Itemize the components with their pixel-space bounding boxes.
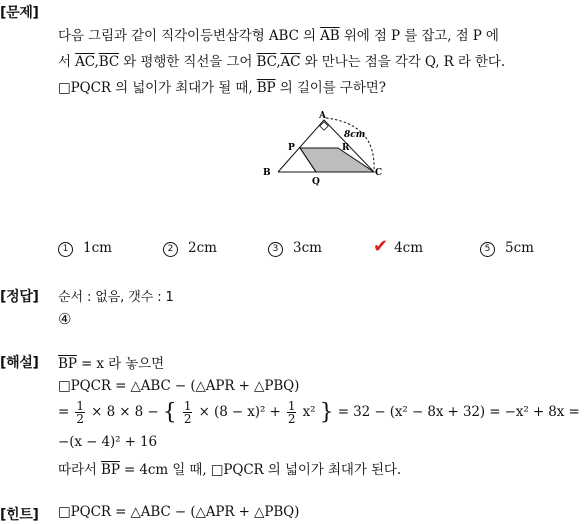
label-b: B <box>263 168 271 178</box>
option-4-selected[interactable]: ✔ 4cm <box>373 236 424 257</box>
fraction-half: $\frac{1}{2}$ <box>287 399 296 426</box>
option-number: 2 <box>163 242 178 257</box>
problem-line-1: 다음 그림과 같이 직각이등변삼각형 ABC 의 $\overline{AB}$ 위에 점 P 를 잡고, 점 P 에 <box>58 28 499 44</box>
label-c: C <box>375 168 383 178</box>
explanation-line-3: = $\frac{1}{2}$ × 8 × 8 − { $\frac{1}{2}$ × (8 − x)² + $\frac{1}{2}$ x² } = 32 − (x² − 8x + 32) = −x² + 8x = <box>58 399 580 426</box>
explanation-line-1: $\overline{BP} = x$ 라 놓으면 <box>58 356 165 372</box>
problem-line-3: □PQCR 의 넓이가 최대가 될 때, $\overline{BP}$ 의 길이를 구하면? <box>58 80 386 96</box>
answer-header: [정답] <box>0 289 39 305</box>
problem-line-2: 서 $\overline{AC},\overline{BC}$ 와 평행한 직선을 그어 $\overline{BC},\overline{AC}$ 와 만나는 점을 각각 Q, R 라 한다. <box>58 54 506 70</box>
option-1[interactable]: 1 1cm <box>58 240 112 257</box>
explanation-header: [해설] <box>0 355 39 371</box>
fraction-half: $\frac{1}{2}$ <box>76 399 84 426</box>
label-a: A <box>319 111 326 121</box>
answer-line-1: 순서 : 없음, 갯수 : 1 <box>58 290 174 305</box>
hint-header: [힌트] <box>0 507 39 523</box>
option-2[interactable]: 2 2cm <box>163 240 217 257</box>
option-number: 1 <box>58 242 73 257</box>
hint-text: □PQCR = △ABC − (△APR + △PBQ) <box>58 504 300 520</box>
option-5[interactable]: 5 5cm <box>480 240 534 257</box>
explanation-line-4: −(x − 4)² + 16 <box>58 434 158 450</box>
label-q: Q <box>312 177 320 187</box>
answer-line-2: ④ <box>58 310 72 328</box>
triangle-figure <box>258 110 398 188</box>
checkmark-icon: ✔ <box>373 236 389 257</box>
label-length: 8cm <box>344 130 366 140</box>
problem-header: [문제] <box>0 5 39 21</box>
label-p: P <box>288 143 295 153</box>
option-3[interactable]: 3 3cm <box>268 240 322 257</box>
label-r: R <box>342 143 350 153</box>
fraction-half: $\frac{1}{2}$ <box>183 399 192 426</box>
explanation-line-5: 따라서 $\overline{BP} = 4cm$ 일 때, □PQCR 의 넓이가 최대가 된다. <box>58 462 402 478</box>
explanation-line-2: □PQCR = △ABC − (△APR + △PBQ) <box>58 378 300 394</box>
option-number: 5 <box>480 242 495 257</box>
option-number: 3 <box>268 242 283 257</box>
